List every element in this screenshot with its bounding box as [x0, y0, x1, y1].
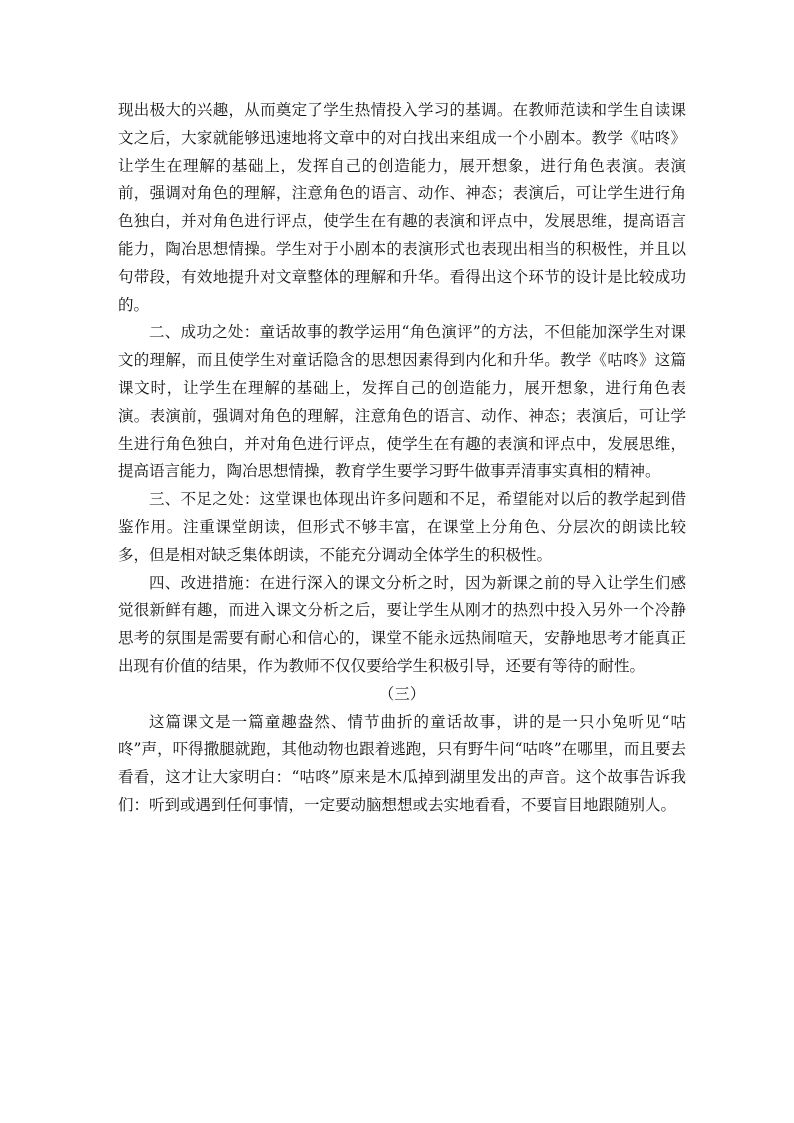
paragraph-success-points: 二、成功之处：童话故事的教学运用“角色演评”的方法，不但能加深学生对课文的理解，而且使学生对童话隐含的思想因素得到内化和升华。教学《咕咚》这篇课文时，让学生在理解的基础上，发挥自己的创造能力，展开想象，进行角色表演。表演前，强调对角色的理解，注意角色的语言、动作、神态；表演后，可让学生进行角色独白，并对角色进行评点，使学生在有趣的表演和评点中，发展思维，提高语言能力，陶冶思想情操，教育学生要学习野牛做事弄清事实真相的精神。	[118, 323, 686, 481]
paragraph-improvements: 四、改进措施：在进行深入的课文分析之时，因为新课之前的导入让学生们感觉很新鲜有趣，而进入课文分析之后，要让学生从刚才的热烈中投入另外一个冷静思考的氛围是需要有耐心和信心的，课堂不能永远热闹喧天，安静地思考才能真正出现有价值的结果，作为教师不仅仅要给学生积极引导，还要有等待的耐性。	[118, 573, 686, 675]
document-body	[118, 97, 686, 820]
paragraph-continuation: 现出极大的兴趣，从而奠定了学生热情投入学习的基调。在教师范读和学生自读课文之后，大家就能够迅速地将文章中的对白找出来组成一个小剧本。教学《咕咚》让学生在理解的基础上，发挥自己的创造能力，展开想象，进行角色表演。表演前，强调对角色的理解，注意角色的语言、动作、神态；表演后，可让学生进行角色独白，并对角色进行评点，使学生在有趣的表演和评点中，发展思维，提高语言能力，陶冶思想情操。学生对于小剧本的表演形式也表现出相当的积极性，并且以句带段，有效地提升对文章整体的理解和升华。看得出这个环节的设计是比较成功的。	[118, 101, 686, 314]
section-heading-three: （三）	[378, 684, 426, 703]
paragraph-shortcomings: 三、不足之处：这堂课也体现出许多问题和不足，希望能对以后的教学起到借鉴作用。注重课堂朗读，但形式不够丰富，在课堂上分角色、分层次的朗读比较多，但是相对缺乏集体朗读，不能充分调动全体学生的积极性。	[118, 490, 686, 564]
paragraph-story-summary: 这篇课文是一篇童趣盎然、情节曲折的童话故事，讲的是一只小兔听见“咕咚”声，吓得撒腿就跑，其他动物也跟着逃跑，只有野牛问“咕咚”在哪里，而且要去看看，这才让大家明白：“咕咚”原来是木瓜掉到湖里发出的声音。这个故事告诉我们：听到或遇到任何事情，一定要动脑想想或去实地看看，不要盲目地跟随别人。	[118, 712, 686, 814]
